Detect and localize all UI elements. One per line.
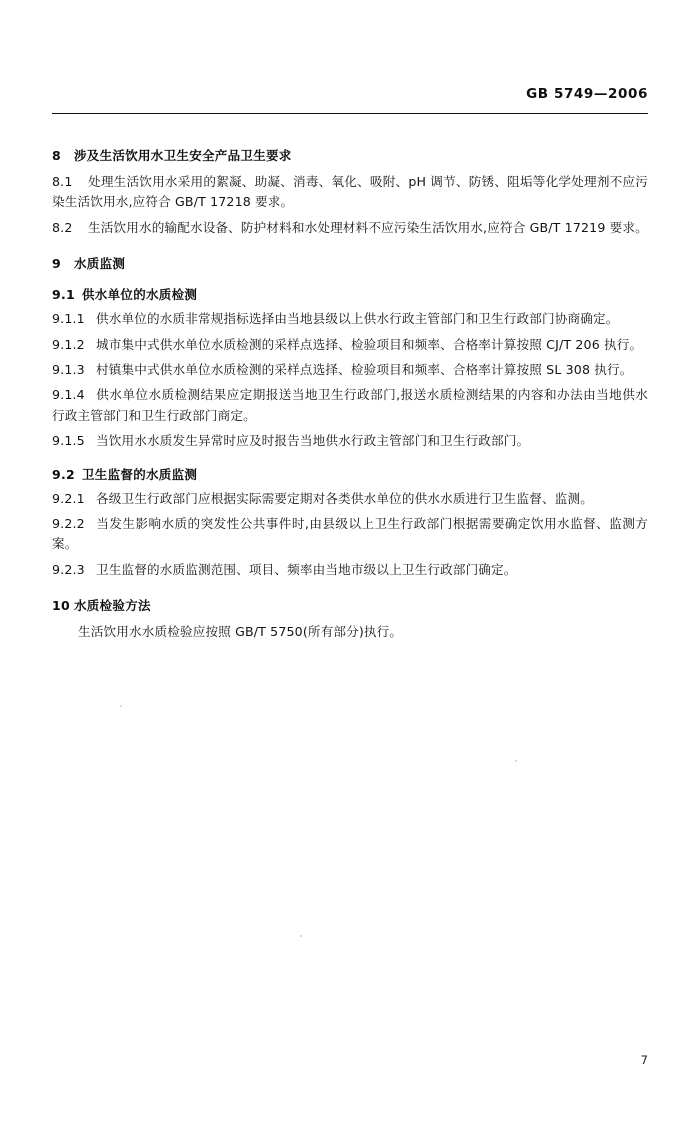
paragraph-9-2-3 <box>52 560 648 580</box>
subclause-heading-9-2 <box>52 465 648 483</box>
paper-speck <box>515 760 517 762</box>
header-divider <box>52 113 648 114</box>
paragraph-9-1-2 <box>52 335 648 355</box>
paragraph-label-9-2-3: 9.2.3 <box>52 561 85 577</box>
paragraph-label-9-1-5: 9.1.5 <box>52 433 85 449</box>
page-header-standard-id: GB 5749—2006 <box>526 86 648 102</box>
paper-speck <box>120 705 122 707</box>
clause-title-8: 涉及生活饮用水卫生安全产品卫生要求 <box>74 148 292 163</box>
paragraph-text-9-2-2: 当发生影响水质的突发性公共事件时,由县级以上卫生行政部门根据需要确定饮用水监督、监测方案。 <box>52 515 648 552</box>
paragraph-label-8-1: 8.1 <box>52 174 73 189</box>
paragraph-8-1 <box>52 172 648 213</box>
clause-heading-9 <box>52 254 648 272</box>
paragraph-text-9-2-1: 各级卫生行政部门应根据实际需要定期对各类供水单位的供水水质进行卫生监督、监测。 <box>96 490 594 506</box>
paragraph-text-9-1-3: 村镇集中式供水单位水质检测的采样点选择、检验项目和频率、合格率计算按照 SL 308 执行。 <box>96 361 633 377</box>
paragraph-label-9-1-4: 9.1.4 <box>52 387 85 403</box>
paragraph-9-1-5 <box>52 431 648 451</box>
paragraph-label-8-2: 8.2 <box>52 219 73 235</box>
paragraph-label-9-1-1: 9.1.1 <box>52 311 85 327</box>
subclause-number-9-2: 9.2 <box>52 466 76 482</box>
paragraph-text-9-1-1: 供水单位的水质非常规指标选择由当地县级以上供水行政主管部门和卫生行政部门协商确定。 <box>96 311 619 327</box>
paragraph-9-2-2 <box>52 514 648 555</box>
paragraph-text-9-1-2: 城市集中式供水单位水质检测的采样点选择、检验项目和频率、合格率计算按照 CJ/T 206 执行。 <box>96 336 643 352</box>
paragraph-text-9-2-3: 卫生监督的水质监测范围、项目、频率由当地市级以上卫生行政部门确定。 <box>96 561 517 577</box>
clause-heading-8 <box>52 146 648 164</box>
paragraph-text-9-1-5: 当饮用水水质发生异常时应及时报告当地供水行政主管部门和卫生行政部门。 <box>96 433 530 449</box>
paragraph-9-1-3 <box>52 360 648 380</box>
paragraph-text-8-2: 生活饮用水的输配水设备、防护材料和水处理材料不应污染生活饮用水,应符合 GB/T 17219 要求。 <box>88 219 648 235</box>
paragraph-9-1-4 <box>52 385 648 426</box>
clause-heading-10 <box>52 596 648 614</box>
page-number: 7 <box>640 1053 648 1067</box>
paragraph-8-2 <box>52 218 648 238</box>
paragraph-label-9-1-3: 9.1.3 <box>52 361 85 377</box>
subclause-number-9-1: 9.1 <box>52 287 76 303</box>
subclause-heading-9-1 <box>52 285 648 303</box>
clause-number-10: 10 <box>52 598 70 614</box>
paragraph-label-9-2-2: 9.2.2 <box>52 515 85 531</box>
clause-number-9: 9 <box>52 256 61 272</box>
paragraph-text-9-1-4: 供水单位水质检测结果应定期报送当地卫生行政部门,报送水质检测结果的内容和办法由当地供水行政主管部门和卫生行政部门商定。 <box>52 387 648 423</box>
paper-speck <box>300 935 302 937</box>
paragraph-label-9-1-2: 9.1.2 <box>52 336 85 352</box>
clause-title-10: 水质检验方法 <box>74 598 151 614</box>
paragraph-9-2-1 <box>52 489 648 509</box>
paragraph-label-9-2-1: 9.2.1 <box>52 490 85 506</box>
paragraph-9-1-1 <box>52 309 648 329</box>
paragraph-10-body: 生活饮用水水质检验应按照 GB/T 5750(所有部分)执行。 <box>78 624 403 640</box>
clause-title-9: 水质监测 <box>74 256 126 272</box>
subclause-title-9-2: 卫生监督的水质监测 <box>82 466 198 482</box>
subclause-title-9-1: 供水单位的水质检测 <box>82 287 198 303</box>
clause-number-8: 8 <box>52 148 61 163</box>
paragraph-text-8-1: 处理生活饮用水采用的絮凝、助凝、消毒、氧化、吸附、pH 调节、防锈、阻垢等化学处理剂不应污染生活饮用水,应符合 GB/T 17218 要求。 <box>52 174 648 210</box>
document-body <box>52 130 648 647</box>
